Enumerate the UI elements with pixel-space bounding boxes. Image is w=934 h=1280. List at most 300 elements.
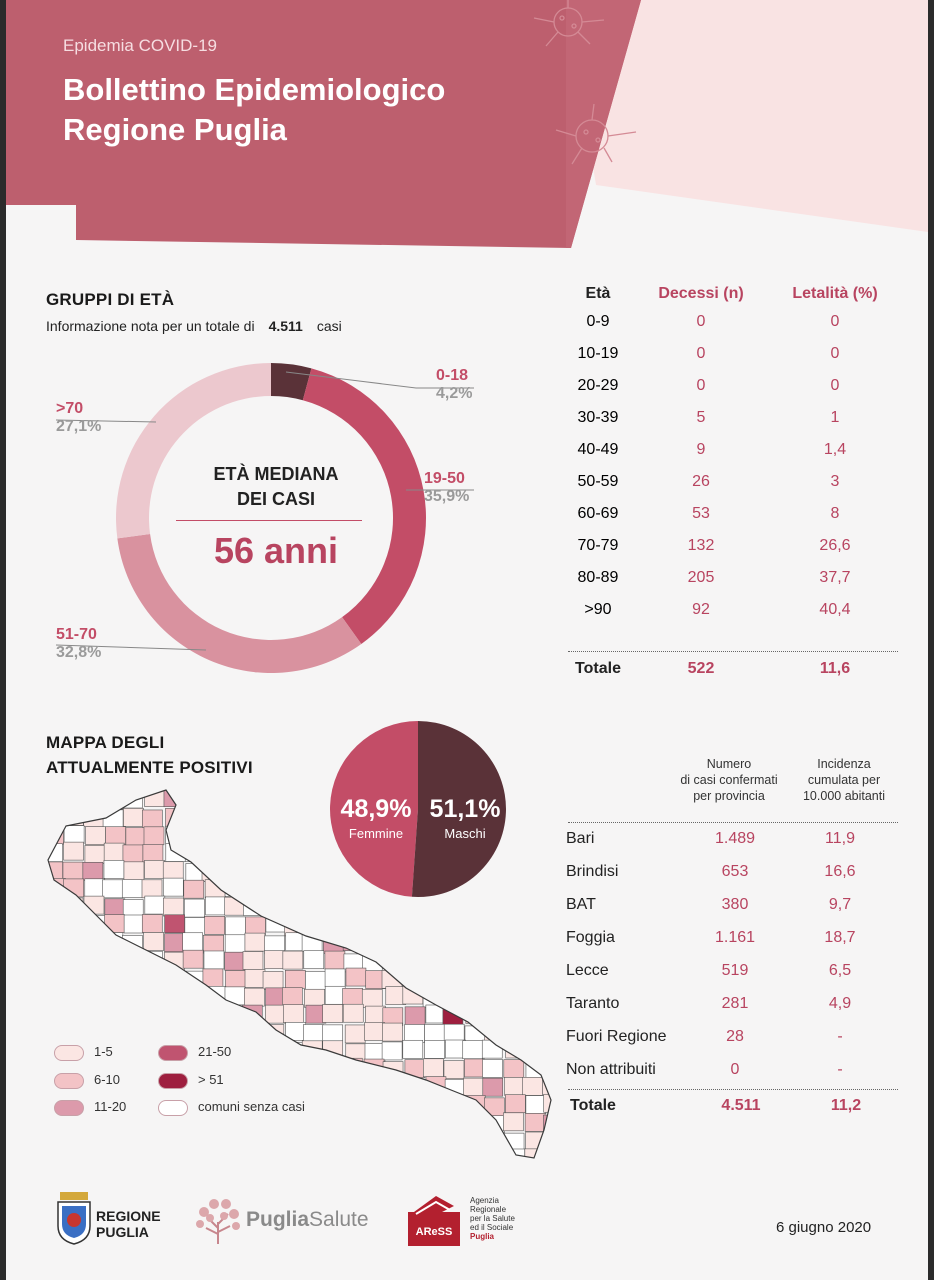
municipality-cell <box>425 1024 445 1042</box>
prov-header-cases <box>666 756 792 804</box>
municipality-cell <box>123 1151 143 1169</box>
province-cases-cell: 281 <box>721 994 749 1012</box>
municipality-cell <box>425 934 445 952</box>
municipality-cell <box>44 898 64 916</box>
municipality-cell <box>445 1040 465 1058</box>
puglia-word: Puglia <box>246 1208 310 1231</box>
municipality-cell <box>83 950 103 968</box>
municipality-cell <box>143 845 163 863</box>
municipality-cell <box>543 1131 563 1149</box>
deaths-cell: 0 <box>696 313 706 330</box>
municipality-cell <box>104 1114 124 1132</box>
municipality-cell <box>145 1115 165 1133</box>
male-label: Maschi <box>444 826 486 841</box>
municipality-cell <box>185 827 205 845</box>
municipality-cell <box>305 1077 325 1095</box>
municipality-cell <box>142 880 162 898</box>
municipality-cell <box>185 989 205 1007</box>
municipality-cell <box>265 1005 285 1023</box>
municipality-cell <box>363 1098 383 1116</box>
municipality-cell <box>65 1004 85 1022</box>
municipality-cell <box>542 878 562 896</box>
municipality-cell <box>544 862 564 880</box>
municipality-cell <box>125 1132 145 1150</box>
municipality-cell <box>264 789 284 807</box>
aress-logo-text: AReSS <box>415 1226 453 1238</box>
prov-total-label: Totale <box>570 1097 616 1114</box>
municipality-cell <box>462 969 482 987</box>
municipality-cell <box>225 897 245 915</box>
municipality-cell <box>183 1152 203 1170</box>
province-incidence-cell: 6,5 <box>828 961 852 979</box>
municipality-cell <box>382 1023 402 1041</box>
municipality-cell <box>464 990 484 1008</box>
regione-puglia-logo-text <box>96 1208 161 1240</box>
municipality-cell <box>525 1113 545 1131</box>
province-row <box>566 1053 890 1086</box>
municipality-cell <box>264 860 284 878</box>
municipality-cell <box>144 932 164 950</box>
municipality-cell <box>125 1115 145 1133</box>
prov-h2-line1: Incidenza <box>817 757 871 771</box>
municipality-cell <box>225 987 245 1005</box>
municipality-cell <box>285 881 305 899</box>
regione-line-1: REGIONE <box>96 1208 161 1224</box>
municipality-cell <box>206 986 226 1004</box>
aress-desc-4: ed il Sociale <box>470 1223 514 1232</box>
municipality-cell <box>263 971 283 989</box>
municipality-cell <box>404 1080 424 1098</box>
municipality-cell <box>362 1116 382 1134</box>
province-incidence-cell: 18,7 <box>824 928 856 946</box>
municipality-cell <box>365 1006 385 1024</box>
municipality-cell <box>544 951 564 969</box>
municipality-cell <box>145 896 165 914</box>
puglia-salute-tree-icon <box>192 1194 244 1246</box>
municipality-cell <box>82 1133 102 1151</box>
municipality-cell <box>443 935 463 953</box>
province-name-cell: Fuori Regione <box>566 1027 667 1045</box>
municipality-cell <box>323 897 343 915</box>
municipality-cell <box>204 1133 224 1151</box>
label-over-70-value: 27,1% <box>56 418 102 435</box>
municipality-cell <box>122 880 142 898</box>
female-pct: 48,9% <box>340 795 412 823</box>
municipality-cell <box>304 1059 324 1077</box>
municipality-cell <box>325 951 345 969</box>
age-range-cell: 70-79 <box>577 537 619 554</box>
municipality-cell <box>246 860 266 878</box>
municipality-cell <box>225 878 245 896</box>
municipality-cell <box>186 1024 206 1042</box>
municipality-cell <box>543 1062 563 1080</box>
municipality-cell <box>225 1024 245 1042</box>
municipality-cell <box>505 934 525 952</box>
municipality-cell <box>125 1096 145 1114</box>
municipality-cell <box>244 1026 264 1044</box>
municipality-cell <box>202 1150 222 1168</box>
municipality-cell <box>142 914 162 932</box>
municipality-cell <box>523 934 543 952</box>
municipality-cell <box>145 1026 165 1044</box>
province-name-cell: Taranto <box>566 994 620 1012</box>
municipality-cell <box>284 1062 304 1080</box>
municipality-cell <box>344 1077 364 1095</box>
municipality-cell <box>484 986 504 1004</box>
municipality-cell <box>283 826 303 844</box>
municipality-cell <box>523 915 543 933</box>
municipality-cell <box>324 1076 344 1094</box>
province-incidence-cell: 11,9 <box>825 829 855 847</box>
municipality-cell <box>63 936 83 954</box>
municipality-cell <box>46 953 66 971</box>
municipality-cell <box>444 990 464 1008</box>
municipality-cell <box>505 1077 525 1095</box>
male-share <box>422 795 508 841</box>
deaths-cell: 0 <box>696 377 706 394</box>
municipality-cell <box>143 1152 163 1170</box>
municipality-cell <box>305 825 325 843</box>
municipality-cell <box>223 1115 243 1133</box>
municipality-cell <box>304 1096 324 1114</box>
municipality-cell <box>466 1130 486 1148</box>
municipality-cell <box>84 1151 104 1169</box>
municipality-cell <box>85 1005 105 1023</box>
municipality-cell <box>362 989 382 1007</box>
municipality-cell <box>285 1133 305 1151</box>
label-51-70-value: 32,8% <box>56 644 102 661</box>
municipality-cell <box>43 1025 63 1043</box>
municipality-cell <box>323 1004 343 1022</box>
municipality-cell <box>405 954 425 972</box>
municipality-cell <box>245 969 265 987</box>
bulletin-page <box>6 0 928 1280</box>
legend-label: 11-20 <box>94 1099 127 1114</box>
municipality-cell <box>426 1095 446 1113</box>
municipality-cell <box>124 915 144 933</box>
municipality-cell <box>65 1152 85 1170</box>
municipality-cell <box>363 914 383 932</box>
municipality-cell <box>266 827 286 845</box>
municipality-cell <box>165 915 185 933</box>
municipality-cell <box>404 1131 424 1149</box>
municipality-cell <box>425 915 445 933</box>
municipality-cell <box>542 897 562 915</box>
municipality-cell <box>64 842 84 860</box>
province-row <box>566 888 890 921</box>
lethality-cell: 3 <box>830 473 840 490</box>
male-pct: 51,1% <box>429 795 501 823</box>
salute-word: Salute <box>309 1208 369 1231</box>
age-range-cell: 10-19 <box>577 345 619 362</box>
prov-header-incidence <box>790 756 898 804</box>
municipality-cell <box>304 861 324 879</box>
label-51-70-key: 51-70 <box>56 626 97 643</box>
municipality-cell <box>283 861 303 879</box>
municipality-cell <box>404 917 424 935</box>
municipality-cell <box>123 808 143 826</box>
municipality-cell <box>325 1132 345 1150</box>
municipality-cell <box>283 1115 303 1133</box>
municipality-cell <box>304 989 324 1007</box>
province-name-cell: Foggia <box>566 928 615 946</box>
municipality-cell <box>464 1078 484 1096</box>
legend-label: > 51 <box>198 1072 224 1087</box>
municipality-cell <box>163 1132 183 1150</box>
age-range-cell: 30-39 <box>577 409 619 426</box>
municipality-cell <box>305 1151 325 1169</box>
municipality-cell <box>403 986 423 1004</box>
municipality-cell <box>345 1025 365 1043</box>
province-incidence-cell: 16,6 <box>824 862 856 880</box>
municipality-cell <box>64 1130 84 1148</box>
municipality-cell <box>442 1098 462 1116</box>
municipality-cell <box>205 880 225 898</box>
municipality-cell <box>86 916 106 934</box>
province-row <box>566 822 890 855</box>
municipality-cell <box>264 1134 284 1152</box>
municipality-cell <box>184 971 204 989</box>
lethality-cell: 26,6 <box>819 537 851 554</box>
municipality-cell <box>405 1060 425 1078</box>
municipality-cell <box>483 1059 503 1077</box>
municipality-cell <box>525 791 545 809</box>
municipality-cell <box>305 900 325 918</box>
municipality-cell <box>44 1114 64 1132</box>
municipality-cell <box>385 935 405 953</box>
municipality-cell <box>46 968 66 986</box>
municipality-cell <box>543 1044 563 1062</box>
municipality-cell <box>64 1024 84 1042</box>
municipality-cell <box>66 988 86 1006</box>
municipality-cell <box>523 988 543 1006</box>
label-0-18-value: 4,2% <box>436 385 473 402</box>
municipality-cell <box>402 1094 422 1112</box>
municipality-cell <box>382 954 402 972</box>
municipality-cell <box>464 1059 484 1077</box>
municipality-cell <box>544 1148 564 1166</box>
municipality-cell <box>504 916 524 934</box>
municipality-cell <box>304 951 324 969</box>
municipality-cell <box>203 969 223 987</box>
prov-h2-line3: 10.000 abitanti <box>802 789 885 803</box>
municipality-cell <box>365 1151 385 1169</box>
municipality-cell <box>206 897 226 915</box>
municipality-cell <box>382 1097 402 1115</box>
lethality-cell: 37,7 <box>819 569 851 586</box>
municipality-cell <box>243 1043 263 1061</box>
municipality-cell <box>482 1040 502 1058</box>
municipality-cell <box>62 916 82 934</box>
municipality-cell <box>302 1134 322 1152</box>
municipality-cell <box>166 989 186 1007</box>
municipality-cell <box>183 933 203 951</box>
note-prefix: Informazione nota per un totale di <box>46 318 255 334</box>
deaths-cell: 0 <box>696 345 706 362</box>
municipality-cell <box>205 1025 225 1043</box>
prov-total-cases: 4.511 <box>721 1097 761 1114</box>
municipality-cell <box>105 968 125 986</box>
municipality-cell <box>386 1152 406 1170</box>
municipality-cell <box>225 826 245 844</box>
municipality-cell <box>423 1150 443 1168</box>
municipality-cell <box>282 1150 302 1168</box>
municipality-cell <box>443 969 463 987</box>
prov-total-divider <box>568 1089 898 1090</box>
col-letalita: Letalità (%) <box>792 285 878 302</box>
deaths-cell: 26 <box>692 473 710 490</box>
municipality-cell <box>106 827 126 845</box>
municipality-cell <box>523 879 543 897</box>
label-0-18-key: 0-18 <box>436 367 469 384</box>
municipality-cell <box>84 809 104 827</box>
municipality-cell <box>285 970 305 988</box>
municipality-cell <box>463 1150 483 1168</box>
municipality-cell <box>144 860 164 878</box>
label-19-50-value: 35,9% <box>424 488 470 505</box>
municipality-cell <box>445 951 465 969</box>
municipality-cell <box>522 807 542 825</box>
female-share <box>336 795 416 841</box>
municipality-cell <box>183 950 203 968</box>
municipality-cell <box>325 969 345 987</box>
municipality-cell <box>503 1113 523 1131</box>
municipality-cell <box>485 1133 505 1151</box>
municipality-cell <box>243 789 263 807</box>
municipality-cell <box>123 845 143 863</box>
municipality-cell <box>465 934 485 952</box>
prov-total-incidence: 11,2 <box>830 1097 862 1114</box>
municipality-cell <box>346 968 366 986</box>
municipality-cell <box>323 1025 343 1043</box>
municipality-cell <box>445 1113 465 1131</box>
municipality-cell <box>542 808 562 826</box>
municipality-cell <box>163 898 183 916</box>
municipality-cell <box>465 1095 485 1113</box>
municipality-cell <box>282 897 302 915</box>
municipality-cell <box>522 824 542 842</box>
bulletin-date: 6 giugno 2020 <box>776 1219 872 1236</box>
municipality-cell <box>245 826 265 844</box>
municipality-cell <box>423 972 443 990</box>
age-range-cell: 80-89 <box>577 569 619 586</box>
municipality-cell <box>262 1113 282 1131</box>
legend-swatch <box>158 1073 188 1089</box>
municipality-cell <box>226 917 246 935</box>
legend-swatch <box>158 1045 188 1061</box>
municipality-cell <box>65 970 85 988</box>
municipality-cell <box>63 898 83 916</box>
province-name-cell: BAT <box>566 895 596 913</box>
title-line-1: Bollettino Epidemiologico <box>63 72 446 107</box>
municipality-cell <box>406 1152 426 1170</box>
municipality-cell <box>325 1114 345 1132</box>
municipality-cell <box>382 1132 402 1150</box>
municipality-cell <box>365 1133 385 1151</box>
municipality-cell <box>444 898 464 916</box>
municipality-cell <box>546 989 566 1007</box>
municipality-cell <box>83 1025 103 1043</box>
municipality-cell <box>303 789 323 807</box>
municipality-cell <box>185 844 205 862</box>
legend-swatch <box>54 1045 84 1061</box>
municipality-cell <box>126 828 146 846</box>
municipality-cell <box>505 969 525 987</box>
municipality-cell <box>405 1024 425 1042</box>
municipality-cell <box>85 845 105 863</box>
municipality-cell <box>44 990 64 1008</box>
municipality-cell <box>86 790 106 808</box>
municipality-cell <box>202 863 222 881</box>
municipality-cell <box>246 1133 266 1151</box>
lethality-cell: 1,4 <box>823 441 847 458</box>
municipality-cell <box>84 896 104 914</box>
municipality-cell <box>103 791 123 809</box>
municipality-cell <box>466 1005 486 1023</box>
municipality-cell <box>523 1077 543 1095</box>
municipality-cell <box>142 1132 162 1150</box>
lethality-cell: 0 <box>830 313 840 330</box>
municipality-cell <box>504 1133 524 1151</box>
age-range-cell: 20-29 <box>577 377 619 394</box>
municipality-cell <box>523 971 543 989</box>
municipality-cell <box>364 1059 384 1077</box>
municipality-cell <box>405 1007 425 1025</box>
municipality-cell <box>104 843 124 861</box>
municipality-cell <box>303 1025 323 1043</box>
municipality-cell <box>263 1150 283 1168</box>
province-incidence-cell: - <box>837 1027 843 1045</box>
municipality-cell <box>522 899 542 917</box>
municipality-cell <box>383 1062 403 1080</box>
municipality-cell <box>244 988 264 1006</box>
municipality-cell <box>343 988 363 1006</box>
municipality-cell <box>223 1133 243 1151</box>
age-range-cell: 0-9 <box>586 313 610 330</box>
municipality-cell <box>123 1076 143 1094</box>
province-incidence-cell: - <box>837 1060 843 1078</box>
age-range-cell: >90 <box>584 601 612 618</box>
municipality-cell <box>103 1132 123 1150</box>
municipality-cell <box>125 1042 145 1060</box>
province-row <box>566 1020 890 1053</box>
municipality-cell <box>423 1059 443 1077</box>
municipality-cell <box>282 808 302 826</box>
municipality-cell <box>463 897 483 915</box>
municipality-cell <box>166 971 186 989</box>
municipality-cell <box>266 1059 286 1077</box>
municipality-cell <box>123 1024 143 1042</box>
municipality-cell <box>345 1095 365 1113</box>
municipality-cell <box>463 1041 483 1059</box>
municipality-cell <box>343 1134 363 1152</box>
aress-desc-2: Regionale <box>470 1205 507 1214</box>
municipality-cell <box>305 972 325 990</box>
municipality-cell <box>224 846 244 864</box>
municipality-cell <box>363 935 383 953</box>
municipality-cell <box>245 882 265 900</box>
municipality-cell <box>186 1130 206 1148</box>
municipality-cell <box>186 792 206 810</box>
header-kicker: Epidemia COVID-19 <box>63 36 218 55</box>
municipality-cell <box>122 935 142 953</box>
municipality-cell <box>424 1112 444 1130</box>
legend-label: 6-10 <box>94 1072 121 1087</box>
municipality-cell <box>484 1098 504 1116</box>
female-label: Femmine <box>348 826 404 841</box>
municipality-cell <box>486 954 506 972</box>
municipality-cell <box>124 862 144 880</box>
